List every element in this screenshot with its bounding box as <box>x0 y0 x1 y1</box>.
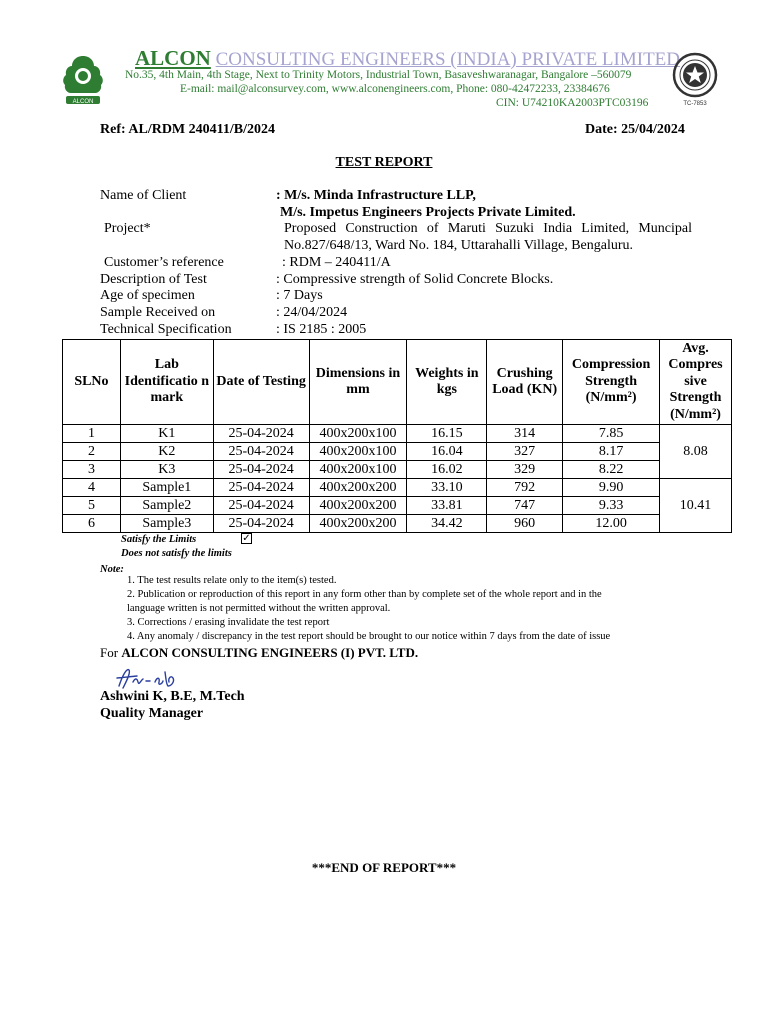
cell-compression-strength: 8.17 <box>563 443 660 461</box>
project-value-2: No.827/648/13, Ward No. 184, Uttarahalli Village, Bengaluru. <box>284 238 634 253</box>
handwritten-signature <box>113 664 181 692</box>
cell-date: 25-04-2024 <box>213 515 309 533</box>
age-label: Age of specimen <box>100 288 195 303</box>
customer-ref-label: Customer’s reference <box>104 255 224 270</box>
cell-date: 25-04-2024 <box>213 497 309 515</box>
note-item: language written is not permitted without the written approval. <box>127 603 391 614</box>
cell-avg-strength: 8.08 <box>660 425 732 479</box>
cell-date: 25-04-2024 <box>213 443 309 461</box>
header-lab-id: Lab Identificatio n mark <box>120 340 213 425</box>
cell-dimensions: 400x200x200 <box>309 497 407 515</box>
cell-lab-id: Sample1 <box>120 479 213 497</box>
company-brand: ALCON <box>135 46 211 70</box>
received-label: Sample Received on <box>100 305 216 320</box>
signatory-role: Quality Manager <box>100 706 204 721</box>
accreditation-seal-logo <box>670 52 720 108</box>
cell-dimensions: 400x200x200 <box>309 515 407 533</box>
received-value: : 24/04/2024 <box>276 305 348 320</box>
note-item: 2. Publication or reproduction of this report in any form other than by complete set of the whole report and in the <box>127 589 602 600</box>
legend-satisfy: Satisfy the Limits <box>121 534 197 545</box>
checked-box-icon: ✓ <box>242 533 251 544</box>
cell-weight: 16.02 <box>407 461 487 479</box>
header-avg-strength: Avg. Compres sive Strength (N/mm²) <box>660 340 732 425</box>
spec-label: Technical Specification <box>100 322 232 337</box>
cell-slno: 6 <box>63 515 121 533</box>
cell-weight: 33.81 <box>407 497 487 515</box>
cell-compression-strength: 9.90 <box>563 479 660 497</box>
reference-number: Ref: AL/RDM 240411/B/2024 <box>100 122 275 137</box>
cell-compression-strength: 7.85 <box>563 425 660 443</box>
cell-crushing-load: 314 <box>487 425 563 443</box>
cell-lab-id: K3 <box>120 461 213 479</box>
description-label: Description of Test <box>100 272 207 287</box>
company-contact: E-mail: mail@alconsurvey.com, www.alconengineers.com, Phone: 080-42472233, 23384676 <box>180 83 610 95</box>
cell-weight: 16.15 <box>407 425 487 443</box>
signoff-for-prefix: For <box>100 645 122 660</box>
client-value-2: M/s. Impetus Engineers Projects Private Limited. <box>280 205 576 220</box>
header-dimensions: Dimensions in mm <box>309 340 407 425</box>
note-item: 1. The test results relate only to the item(s) tested. <box>127 575 337 586</box>
spec-value: : IS 2185 : 2005 <box>276 322 367 337</box>
cell-dimensions: 400x200x100 <box>309 443 407 461</box>
cell-date: 25-04-2024 <box>213 461 309 479</box>
cell-lab-id: K2 <box>120 443 213 461</box>
cell-lab-id: K1 <box>120 425 213 443</box>
client-value-1: : M/s. Minda Infrastructure LLP, <box>276 188 476 203</box>
note-item: 4. Any anomaly / discrepancy in the test report should be brought to our notice within 7 days from the date of issue <box>127 631 611 642</box>
table-header-row <box>63 340 732 425</box>
cell-compression-strength: 9.33 <box>563 497 660 515</box>
signoff-company: ALCON CONSULTING ENGINEERS (I) PVT. LTD. <box>121 645 419 660</box>
company-name <box>135 46 680 71</box>
cell-slno: 3 <box>63 461 121 479</box>
company-name-rest: CONSULTING ENGINEERS (INDIA) PRIVATE LIMITED <box>215 49 681 70</box>
cell-crushing-load: 792 <box>487 479 563 497</box>
cell-weight: 33.10 <box>407 479 487 497</box>
cell-slno: 5 <box>63 497 121 515</box>
cell-lab-id: Sample3 <box>120 515 213 533</box>
table-row <box>63 479 732 497</box>
cell-weight: 34.42 <box>407 515 487 533</box>
header-date: Date of Testing <box>213 340 309 425</box>
description-value: : Compressive strength of Solid Concrete Blocks. <box>276 272 554 287</box>
cell-slno: 4 <box>63 479 121 497</box>
customer-ref-value: : RDM – 240411/A <box>282 255 391 270</box>
cell-avg-strength: 10.41 <box>660 479 732 533</box>
cell-date: 25-04-2024 <box>213 479 309 497</box>
cell-dimensions: 400x200x100 <box>309 461 407 479</box>
header-weights: Weights in kgs <box>407 340 487 425</box>
end-of-report: ***END OF REPORT*** <box>311 860 457 875</box>
table-row <box>63 425 732 443</box>
cell-crushing-load: 960 <box>487 515 563 533</box>
cell-weight: 16.04 <box>407 443 487 461</box>
company-cin: CIN: U74210KA2003PTC03196 <box>496 97 649 109</box>
cell-crushing-load: 327 <box>487 443 563 461</box>
header-compression-strength: Compression Strength (N/mm²) <box>563 340 660 425</box>
cell-slno: 2 <box>63 443 121 461</box>
cell-crushing-load: 747 <box>487 497 563 515</box>
legend-not-satisfy: Does not satisfy the limits <box>121 548 232 559</box>
signoff-for <box>100 645 418 661</box>
report-title: TEST REPORT <box>335 155 433 170</box>
company-address: No.35, 4th Main, 4th Stage, Next to Trinity Motors, Industrial Town, Basaveshwaranagar, Bangalore –560079 <box>125 69 632 81</box>
client-label: Name of Client <box>100 188 187 203</box>
seal-code: TC-7853 <box>683 101 707 107</box>
logo-left-text: ALCON <box>72 99 94 105</box>
table-row <box>63 497 732 515</box>
header-crushing-load: Crushing Load (KN) <box>487 340 563 425</box>
project-label: Project* <box>104 221 151 236</box>
cell-compression-strength: 12.00 <box>563 515 660 533</box>
report-date: Date: 25/04/2024 <box>585 122 685 137</box>
table-row <box>63 443 732 461</box>
signatory-name: Ashwini K, B.E, M.Tech <box>100 689 245 704</box>
cell-lab-id: Sample2 <box>120 497 213 515</box>
note-title: Note: <box>100 564 124 575</box>
header-slno: SLNo <box>63 340 121 425</box>
age-value: : 7 Days <box>276 288 323 303</box>
company-emblem-logo <box>58 52 108 106</box>
cell-date: 25-04-2024 <box>213 425 309 443</box>
table-row <box>63 461 732 479</box>
cell-compression-strength: 8.22 <box>563 461 660 479</box>
test-results-table <box>62 339 732 533</box>
cell-slno: 1 <box>63 425 121 443</box>
table-row <box>63 515 732 533</box>
cell-dimensions: 400x200x200 <box>309 479 407 497</box>
cell-dimensions: 400x200x100 <box>309 425 407 443</box>
note-item: 3. Corrections / erasing invalidate the test report <box>127 617 330 628</box>
cell-crushing-load: 329 <box>487 461 563 479</box>
project-value-1: Proposed Construction of Maruti Suzuki India Limited, Muncipal <box>284 221 692 236</box>
